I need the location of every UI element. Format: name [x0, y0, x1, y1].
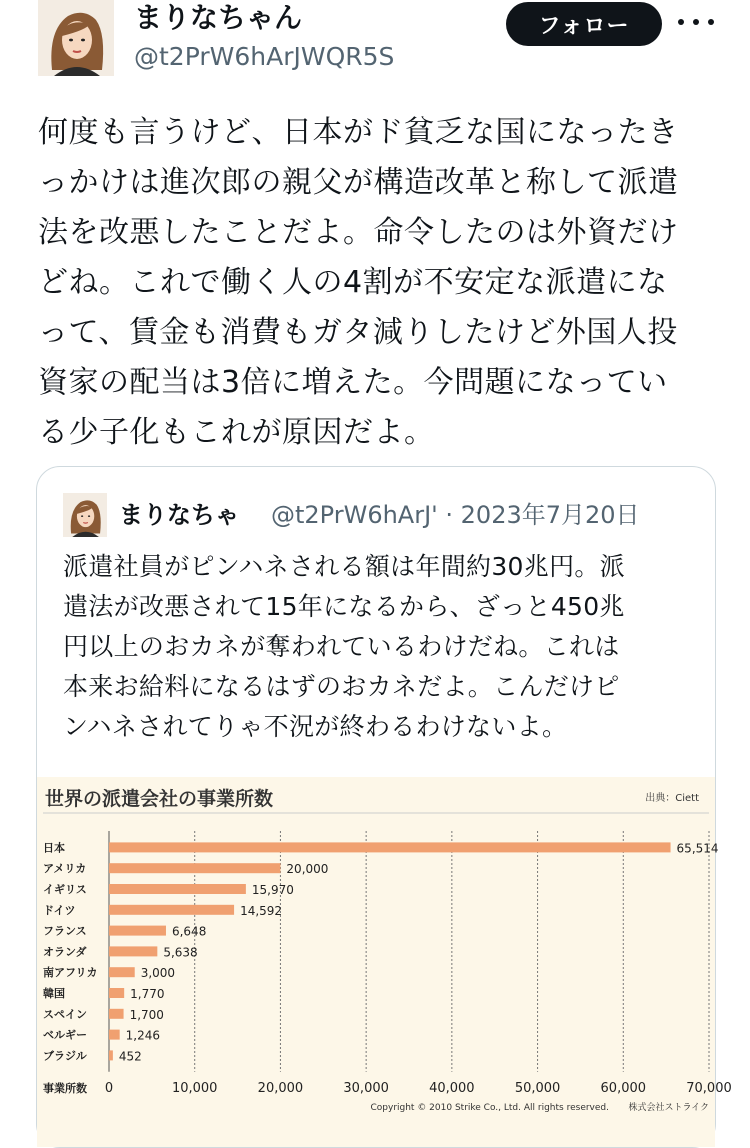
value-label: 15,970 — [251, 883, 294, 897]
dot-icon — [678, 19, 684, 25]
bar — [109, 946, 157, 956]
quoted-text: 派遣社員がピンハネされる額は年間約30兆円。派 遣法が改悪されて15年になるから、ざっと450兆 円以上のおカネが奪われているわけだね。これは 本来お給料になるはずのおカネだよ。こんだけピ ンハネされてりゃ不況が終わるわけないよ。 — [63, 552, 625, 741]
bar — [109, 1009, 124, 1019]
x-tick-label: 70,000 — [686, 1080, 732, 1096]
x-tick-label: 10,000 — [171, 1080, 218, 1096]
value-label: 5,638 — [163, 945, 198, 960]
dot-icon — [693, 19, 699, 25]
quoted-tweet[interactable] — [36, 466, 732, 1148]
category-label: アメリカ — [43, 862, 87, 876]
value-label: 1,700 — [129, 1007, 164, 1022]
category-label: スペイン — [43, 1007, 87, 1021]
chart-publisher: 株式会社ストライク — [628, 1102, 709, 1113]
quoted-author-avatar — [63, 493, 107, 537]
category-label: イギリス — [43, 883, 87, 896]
category-label: オランダ — [43, 945, 87, 959]
chart-title: 世界の派遣会社の事業所数 — [45, 788, 274, 810]
x-tick-label: 40,000 — [429, 1080, 475, 1096]
woman-portrait-icon — [63, 493, 107, 537]
category-label: 日本 — [43, 841, 65, 855]
value-label: 1,770 — [130, 987, 165, 1001]
value-label: 6,648 — [171, 924, 207, 939]
woman-portrait-icon — [38, 0, 114, 76]
bar — [109, 988, 124, 998]
category-label: フランス — [43, 924, 87, 938]
x-tick-label: 0 — [104, 1080, 114, 1096]
bar — [109, 1030, 120, 1040]
category-label: 韓国 — [43, 987, 65, 1000]
bar — [109, 884, 246, 894]
bar — [109, 863, 280, 873]
bar-chart — [37, 777, 732, 1117]
bar — [109, 926, 166, 936]
quoted-chart-image[interactable] — [37, 777, 732, 1147]
chart-copyright: Copyright © 2010 Strike Co., Ltd. All rights reserved. — [370, 1102, 609, 1113]
bar — [109, 967, 135, 977]
value-label: 65,514 — [676, 841, 719, 856]
category-label: ドイツ — [43, 903, 76, 917]
author-avatar[interactable] — [38, 0, 114, 76]
value-label: 452 — [118, 1049, 142, 1064]
quoted-handle-date: @t2PrW6hArJ' · 2023年7月20日 — [271, 501, 640, 529]
category-label: ベルギー — [43, 1028, 87, 1042]
category-label: 南アフリカ — [43, 966, 98, 980]
more-horizontal-icon[interactable] — [678, 10, 714, 34]
author-handle[interactable]: @t2PrW6hArJWQR5S — [134, 42, 395, 71]
tweet-text: 何度も言うけど、日本がド貧乏な国になったき っかけは進次郎の親父が構造改革と称して派遣 法を改悪したことだよ。命令したのは外資だけ どね。これで働く人の4割が不安定な派遣にな って、賃金も消費もガタ減りしたけど外国人投 資家の配当は3倍に増えた。今問題になってい る少子化もこれが原因だよ。 — [38, 115, 679, 450]
x-tick-label: 50,000 — [514, 1080, 561, 1096]
value-label: 1,246 — [125, 1028, 161, 1043]
bar — [109, 1050, 113, 1060]
x-tick-label: 60,000 — [600, 1080, 647, 1096]
category-label: ブラジル — [43, 1049, 87, 1063]
value-label: 20,000 — [286, 862, 329, 877]
value-label: 14,592 — [240, 903, 283, 918]
follow-button[interactable]: フォロー — [506, 2, 662, 46]
bar — [109, 842, 671, 852]
author-display-name[interactable]: まりなちゃん — [134, 1, 303, 34]
quoted-display-name: まりなちゃ — [119, 501, 239, 529]
value-label: 3,000 — [140, 966, 176, 981]
bar — [109, 905, 234, 915]
x-tick-label: 20,000 — [257, 1080, 304, 1096]
dot-icon — [708, 19, 714, 25]
chart-source: 出典：Ciett — [645, 793, 699, 804]
x-tick-label: 30,000 — [343, 1080, 389, 1096]
x-axis-title: 事業所数 — [43, 1081, 87, 1095]
